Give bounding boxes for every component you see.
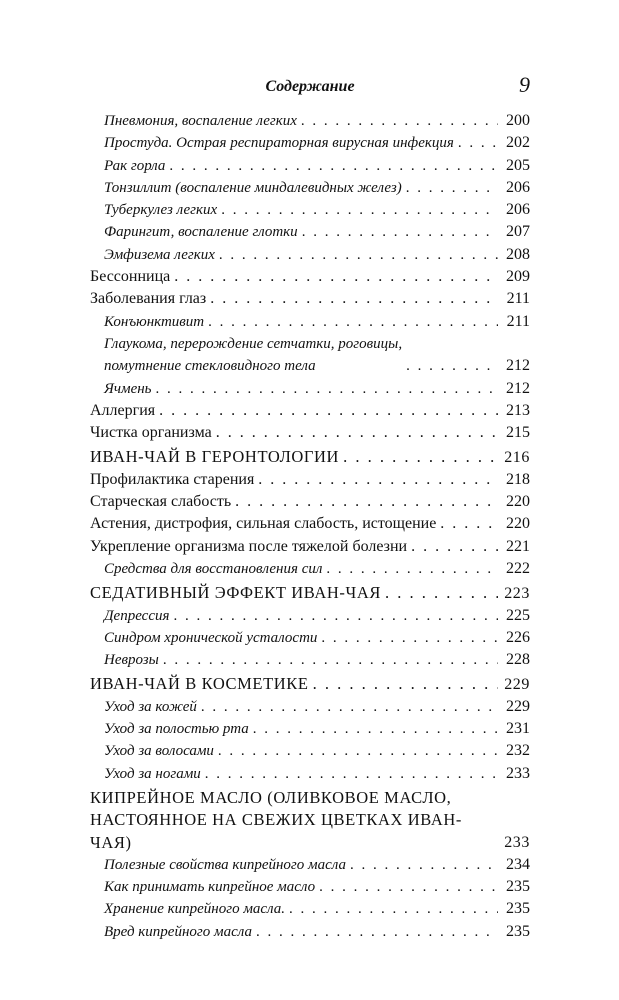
- toc-entry: [90, 266, 530, 288]
- dot-leader: [406, 355, 498, 377]
- toc-entry: [90, 605, 530, 627]
- toc-entry-title: Неврозы: [104, 652, 159, 669]
- toc-entry-title: Конъюнктивит: [104, 313, 205, 330]
- toc-entry-page-number: 235: [506, 922, 530, 940]
- toc-entry-title: Чистка организма: [90, 424, 212, 442]
- toc-entry: [90, 132, 530, 154]
- dot-leader: [221, 199, 498, 221]
- toc-entry: [90, 536, 530, 558]
- dot-leader: [301, 110, 498, 132]
- toc-entry-title: Депрессия: [104, 607, 170, 624]
- toc-entry: [90, 627, 530, 649]
- dot-leader: [169, 155, 498, 177]
- toc-entry-page-number: 206: [506, 201, 530, 219]
- toc-entry: [90, 199, 530, 221]
- toc-entry: [90, 333, 530, 378]
- toc-entry-title-line-2: помутнение стекловидного тела: [104, 358, 316, 375]
- dot-leader: [350, 854, 498, 876]
- toc-entry-page-number: 232: [506, 742, 530, 760]
- toc-entry-title: Укрепление организма после тяжелой болезни: [90, 537, 408, 555]
- dot-leader: [289, 898, 498, 920]
- toc-entry: [90, 513, 530, 535]
- toc-entry: [90, 469, 530, 491]
- toc-entry-page-number: 212: [506, 379, 530, 397]
- running-header-title: Содержание: [265, 78, 355, 95]
- dot-leader: [313, 673, 498, 695]
- toc-entry: [90, 155, 530, 177]
- toc-entry-page-number: 235: [506, 900, 530, 918]
- toc-entry-title: Пневмония, воспаление легких: [104, 113, 297, 129]
- toc-entry-title: Эмфизема легких: [104, 246, 215, 263]
- toc-entry-title: Уход за ногами: [104, 765, 201, 782]
- dot-leader: [163, 649, 498, 671]
- toc-entry-title: Синдром хронической усталости: [104, 629, 318, 646]
- toc-entry-page-number: 233: [504, 833, 530, 851]
- toc-entry-page-number: 208: [506, 245, 530, 263]
- toc-entry-page-number: 223: [504, 585, 530, 603]
- toc-entry: [90, 558, 530, 580]
- toc-entry-title: Уход за волосами: [104, 743, 214, 760]
- dot-leader: [256, 921, 498, 943]
- toc-entry-title: Аллергия: [90, 401, 156, 419]
- dot-leader: [385, 582, 498, 604]
- toc-entry: [90, 921, 530, 943]
- toc-entry-page-number: 211: [506, 312, 530, 330]
- toc-entry: [90, 696, 530, 718]
- toc-entry-title-line-1: КИПРЕЙНОЕ МАСЛО (ОЛИВКОВОЕ МАСЛО,: [90, 787, 452, 807]
- toc-entry: [90, 288, 530, 310]
- toc-entry-title-line-2: НАСТОЯННОЕ НА СВЕЖИХ ЦВЕТКАХ ИВАН-ЧАЯ): [90, 810, 462, 852]
- toc-entry-title: Средства для восстановления сил: [104, 560, 323, 577]
- toc-entry-page-number: 218: [506, 470, 530, 488]
- toc-entry-page-number: 234: [506, 855, 530, 873]
- toc-entry: [90, 582, 530, 604]
- toc-entry-page-number: 211: [506, 290, 530, 308]
- toc-entry-title: Фарингит, воспаление глотки: [104, 224, 298, 241]
- toc-entry-page-number: 229: [506, 697, 530, 715]
- toc-entry: [90, 673, 530, 695]
- toc-entry: [90, 244, 530, 266]
- dot-leader: [302, 221, 498, 243]
- dot-leader: [205, 763, 498, 785]
- toc-entry-page-number: 205: [506, 156, 530, 174]
- toc-entry: [90, 221, 530, 243]
- dot-leader: [319, 876, 498, 898]
- dot-leader: [343, 446, 498, 468]
- toc-entry: [90, 422, 530, 444]
- toc-entry: [90, 854, 530, 876]
- dot-leader: [218, 740, 498, 762]
- toc-entry-page-number: 221: [506, 537, 530, 555]
- dot-leader: [406, 177, 498, 199]
- toc-entry-page-number: 207: [506, 223, 530, 241]
- dot-leader: [326, 558, 498, 580]
- toc-entry-title: Туберкулез легких: [104, 202, 218, 219]
- dot-leader: [208, 311, 498, 333]
- toc-entry-page-number: 212: [506, 357, 530, 375]
- dot-leader: [253, 718, 498, 740]
- toc-entry-page-number: 235: [506, 878, 530, 896]
- dot-leader: [216, 422, 498, 444]
- dot-leader: [156, 378, 498, 400]
- toc-entry-page-number: 228: [506, 651, 530, 669]
- toc-entry-page-number: 202: [506, 134, 530, 152]
- toc-entry-page-number: 200: [506, 112, 530, 129]
- dot-leader: [258, 469, 498, 491]
- toc-entry: [90, 649, 530, 671]
- dot-leader: [458, 132, 498, 154]
- dot-leader: [219, 244, 498, 266]
- toc-entry-page-number: 216: [504, 449, 530, 467]
- toc-entry-page-number: 222: [506, 559, 530, 577]
- dot-leader: [174, 266, 498, 288]
- toc-entry-title: Вред кипрейного масла: [104, 923, 252, 940]
- page-number: 9: [519, 72, 530, 97]
- toc-entry: [90, 876, 530, 898]
- dot-leader: [235, 491, 498, 513]
- dot-leader: [210, 288, 498, 310]
- toc-entry-title: ИВАН-ЧАЙ В ГЕРОНТОЛОГИИ: [90, 447, 340, 467]
- dot-leader: [411, 536, 498, 558]
- toc-entry: [90, 491, 530, 513]
- toc-entry-title: Старческая слабость: [90, 493, 232, 511]
- toc-entry-page-number: 226: [506, 628, 530, 646]
- toc-entry-title: [104, 333, 402, 378]
- toc-entry-page-number: 206: [506, 178, 530, 196]
- toc-entry: [90, 400, 530, 422]
- toc-entry: [90, 311, 530, 333]
- toc-entry-title: Рак горла: [104, 157, 166, 174]
- toc-entry-page-number: 225: [506, 606, 530, 624]
- toc-entry-page-number: 220: [506, 515, 530, 533]
- toc-entry-page-number: 213: [506, 401, 530, 419]
- toc-entry-title: Хранение кипрейного масла.: [104, 901, 286, 918]
- toc-entry-page-number: 215: [506, 424, 530, 442]
- toc-entry-title: ИВАН-ЧАЙ В КОСМЕТИКЕ: [90, 674, 309, 694]
- toc-entry-title-line-1: Глаукома, перерождение сетчатки, роговицы,: [104, 335, 403, 352]
- toc-entry-title: Простуда. Острая респираторная вирусная инфекция: [104, 135, 454, 152]
- toc-entry: [90, 110, 530, 132]
- toc-entry: [90, 177, 530, 199]
- toc-entry-title: Заболевания глаз: [90, 290, 207, 308]
- dot-leader: [173, 605, 498, 627]
- table-of-contents: [90, 110, 530, 943]
- toc-entry-title: Бессонница: [90, 268, 171, 286]
- toc-entry: [90, 378, 530, 400]
- page-header: [90, 72, 530, 100]
- toc-entry: [90, 898, 530, 920]
- toc-entry: [90, 446, 530, 468]
- toc-entry-title: Как принимать кипрейное масло: [104, 879, 316, 896]
- toc-entry: [90, 763, 530, 785]
- toc-entry-page-number: 229: [504, 676, 530, 694]
- dot-leader: [440, 513, 498, 535]
- toc-entry-page-number: 220: [506, 493, 530, 511]
- toc-entry-page-number: 209: [506, 268, 530, 286]
- dot-leader: [201, 696, 498, 718]
- toc-entry-page-number: 233: [506, 764, 530, 782]
- toc-entry-title: Профилактика старения: [90, 470, 255, 488]
- toc-entry-title: Полезные свойства кипрейного масла: [104, 856, 346, 873]
- toc-entry-title: Ячмень: [104, 380, 152, 397]
- toc-entry: [90, 787, 530, 854]
- toc-entry-title: Тонзиллит (воспаление миндалевидных желез): [104, 179, 402, 196]
- dot-leader: [321, 627, 498, 649]
- toc-entry-title: Уход за кожей: [104, 698, 197, 715]
- toc-entry-page-number: 231: [506, 720, 530, 738]
- dot-leader: [159, 400, 498, 422]
- toc-entry: [90, 740, 530, 762]
- toc-entry-title: Астения, дистрофия, сильная слабость, истощение: [90, 515, 437, 533]
- toc-entry-title: Уход за полостью рта: [104, 721, 249, 738]
- toc-entry: [90, 718, 530, 740]
- toc-entry-title: [90, 787, 494, 854]
- toc-entry-title: СЕДАТИВНЫЙ ЭФФЕКТ ИВАН-ЧАЯ: [90, 583, 381, 603]
